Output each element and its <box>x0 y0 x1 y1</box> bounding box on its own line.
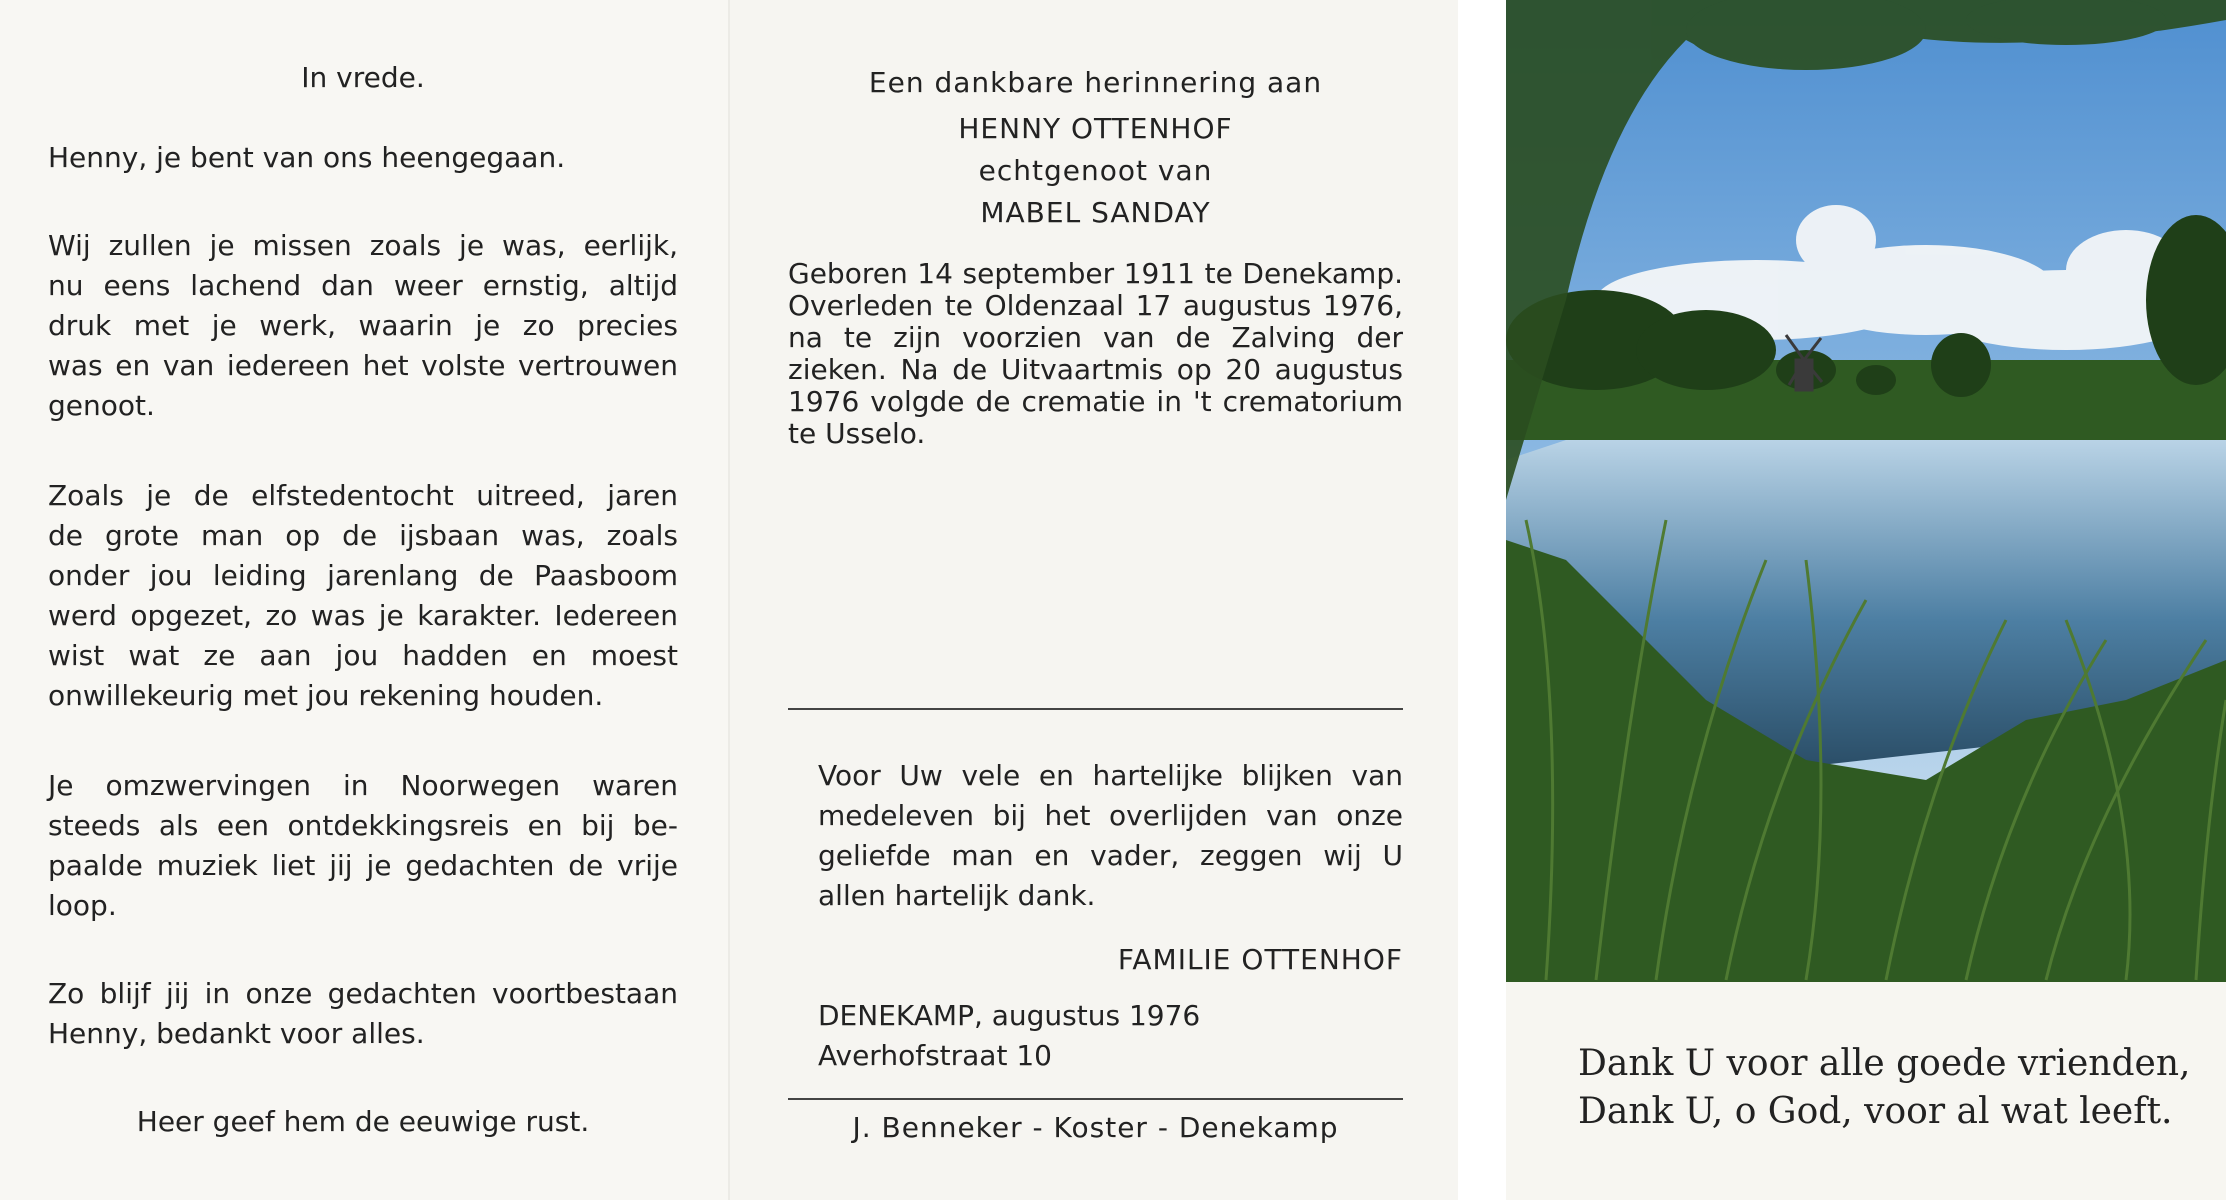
deceased-name: HENNY OTTENHOF <box>958 112 1233 145</box>
poem-line-1: Henny, je bent van ons heengegaan. <box>48 141 566 174</box>
poem-closing: Heer geef hem de eeuwige rust. <box>136 1105 590 1138</box>
place-date: DENEKAMP, augustus 1976 <box>818 999 1201 1032</box>
divider-top <box>788 708 1403 710</box>
card-middle-page <box>728 0 1458 1200</box>
thanks-text: Voor Uw vele en hartelijke blijken van medeleven bij het overlijden van onze geliefde man en vader, zeggen wij U allen hartelijk dank. <box>818 759 1403 912</box>
poem-stanza-2: Wij zullen je missen zoals je was, eerlijk, nu eens lachend dan weer ernstig, altijd druk met je werk, waarin je zo precies was en van iedereen het volste vertrouwen genoot. <box>48 229 678 422</box>
spouse-label: echtgenoot van <box>978 154 1213 187</box>
spouse-name: MABEL SANDAY <box>980 196 1211 229</box>
memorial-header <box>788 60 1403 236</box>
address: Averhofstraat 10 <box>818 1039 1052 1072</box>
poem-title: In vrede. <box>301 61 425 94</box>
caption: Dank U voor alle goede vrienden, Dank U, o God, voor al wat leeft. <box>1578 1043 2191 1132</box>
biography: Geboren 14 september 1911 te Denekamp. Overleden te Oldenzaal 17 augustus 1976, na te zijn voorzien van de Zalving der zieken. Na de Uitvaartmis op 20 augustus 1976 volgde de crematie in 't crematorium te Usselo. <box>788 257 1403 450</box>
poem-stanza-5: Zo blijf jij in onze gedachten voortbestaan Henny, bedankt voor alles. <box>48 977 678 1050</box>
card-right-page <box>1506 0 2226 1200</box>
poem-stanza-4: Je omzwervingen in Noorwegen waren steeds als een ontdekkingsreis en bij be- paalde muziek liet jij je gedachten de vrije loop. <box>48 769 678 922</box>
landscape-photo <box>1506 0 2226 982</box>
card-left-page <box>0 0 728 1200</box>
memorial-heading: Een dankbare herinnering aan <box>868 66 1323 99</box>
poem-stanza-3: Zoals je de elfstedentocht uitreed, jaren de grote man op de ijsbaan was, zoals onder jou leiding jarenlang de Paasboom werd opgezet, zo was je karakter. Iedereen wist wat ze aan jou hadden en moest onwillekeurig met jou rekening houden. <box>48 479 678 712</box>
divider-bottom <box>788 1098 1403 1100</box>
printer-credit: J. Benneker - Koster - Denekamp <box>852 1111 1339 1144</box>
family-signature: FAMILIE OTTENHOF <box>1117 943 1403 976</box>
